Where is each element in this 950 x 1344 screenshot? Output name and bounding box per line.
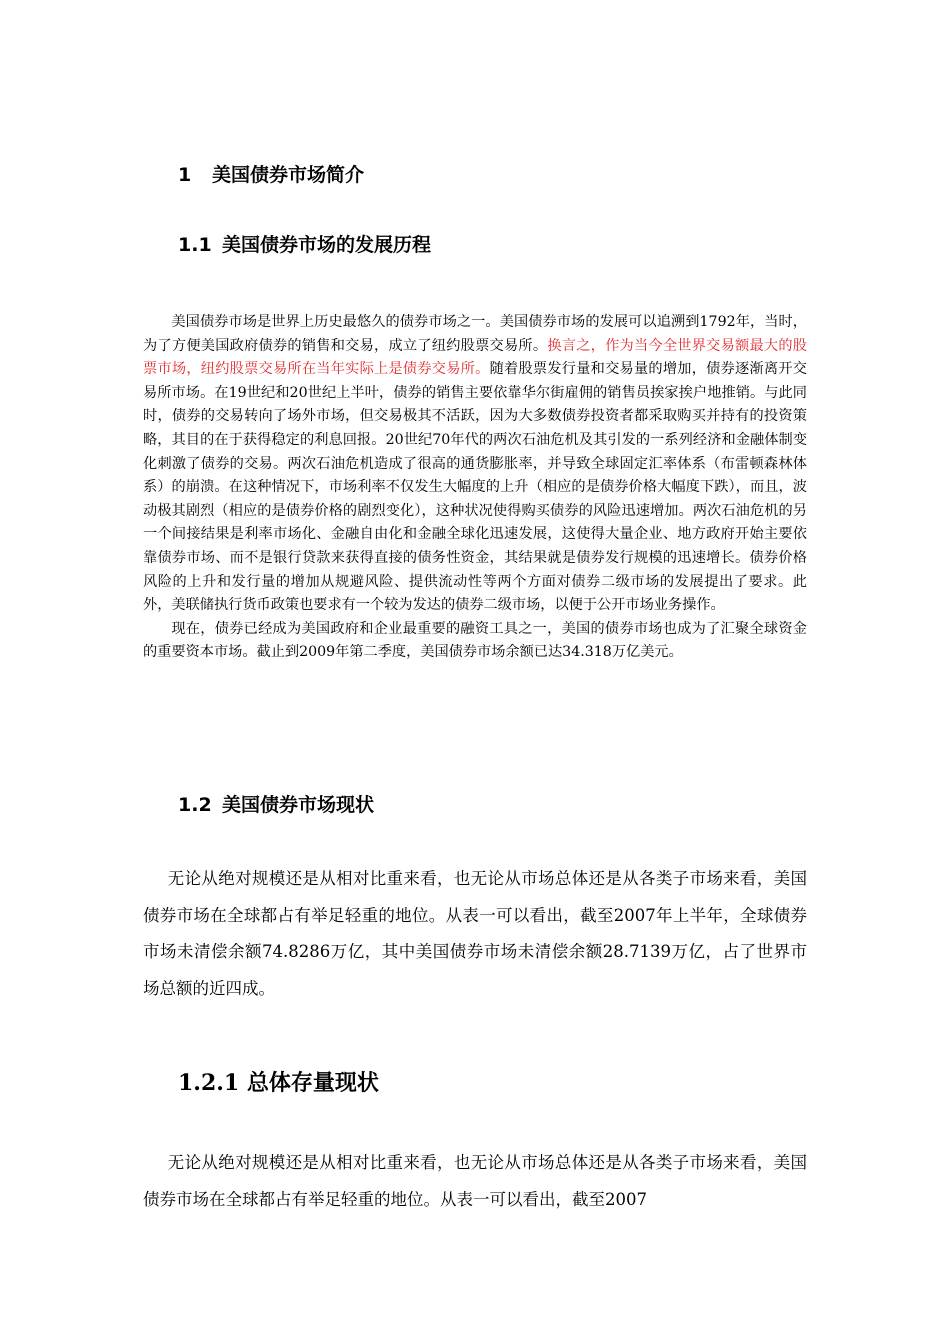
heading-title: 美国债券市场简介 — [212, 164, 365, 186]
heading-title: 美国债券市场现状 — [222, 794, 375, 816]
paragraph: 无论从绝对规模还是从相对比重来看，也无论从市场总体还是从各类子市场来看，美国债券市场在全球都占有举足轻重的地位。从表一可以看出，截至2007年上半年，全球债券市场未清偿余额74.8286万亿，其中美国债券市场未清偿余额28.7139万亿，占了世界市场总额的近四成。 — [143, 869, 807, 998]
heading-section-1-2 — [178, 790, 374, 817]
section-1-2-1-body — [143, 1145, 807, 1218]
paragraph — [143, 311, 807, 618]
heading-number: 1.1 — [178, 234, 212, 256]
heading-number: 1 — [178, 164, 192, 186]
section-1-1-body — [143, 311, 807, 665]
heading-section-1 — [178, 160, 364, 187]
heading-number: 1.2 — [178, 794, 212, 816]
paragraph: 无论从绝对规模还是从相对比重来看，也无论从市场总体还是从各类子市场来看，美国债券市场在全球都占有举足轻重的地位。从表一可以看出，截至2007 — [143, 1153, 807, 1209]
paragraph-text: 随着股票发行量和交易量的增加，债券逐渐离开交易所市场。在19世纪和20世纪上半叶，债券的销售主要依靠华尔街雇佣的销售员挨家挨户地推销。与此同时，债券的交易转向了场外市场，但交易极其不活跃，因为大多数债券投资者都采取购买并持有的投资策略，其目的在于获得稳定的利息回报。20世纪70年代的两次石油危机及其引发的一系列经济和金融体制变化刺激了债券的交易。两次石油危机造成了很高的通货膨胀率，并导致全球固定汇率体系（布雷顿森林体系）的崩溃。在这种情况下，市场利率不仅发生大幅度的上升（相应的是债券价格大幅度下跌），而且，波动极其剧烈（相应的是债券价格的剧烈变化），这种状况使得购买债券的风险迅速增加。两次石油危机的另一个间接结果是利率市场化、金融自由化和金融全球化迅速发展，这使得大量企业、地方政府开始主要依靠债券市场、而不是银行贷款来获得直接的债务性资金，其结果就是债券发行规模的迅速增长。债券价格风险的上升和发行量的增加从规避风险、提供流动性等两个方面对债券二级市场的发展提出了要求。此外，美联储执行货币政策也要求有一个较为发达的债券二级市场，以便于公开市场业务操作。 — [143, 361, 808, 614]
highlighted-text: 换言之，作为当今全世界交易额最大的股票市场，纽约股票交易所在当年实际上是债券交易所。 — [143, 337, 807, 378]
heading-section-1-2-1: 1.2.1 总体存量现状 — [178, 1070, 379, 1096]
heading-title: 美国债券市场的发展历程 — [222, 234, 432, 256]
section-1-2-body — [143, 861, 807, 1007]
paragraph-text: 美国债券市场是世界上历史最悠久的债券市场之一。美国债券市场的发展可以追溯到1792年，当时，为了方便美国政府债券的销售和交易，成立了纽约股票交易所。 — [143, 314, 807, 354]
heading-section-1-1 — [178, 230, 431, 257]
paragraph: 现在，债券已经成为美国政府和企业最重要的融资工具之一，美国的债券市场也成为了汇聚全球资金的重要资本市场。截止到2009年第二季度，美国债券市场余额已达34.318万亿美元。 — [143, 620, 807, 661]
